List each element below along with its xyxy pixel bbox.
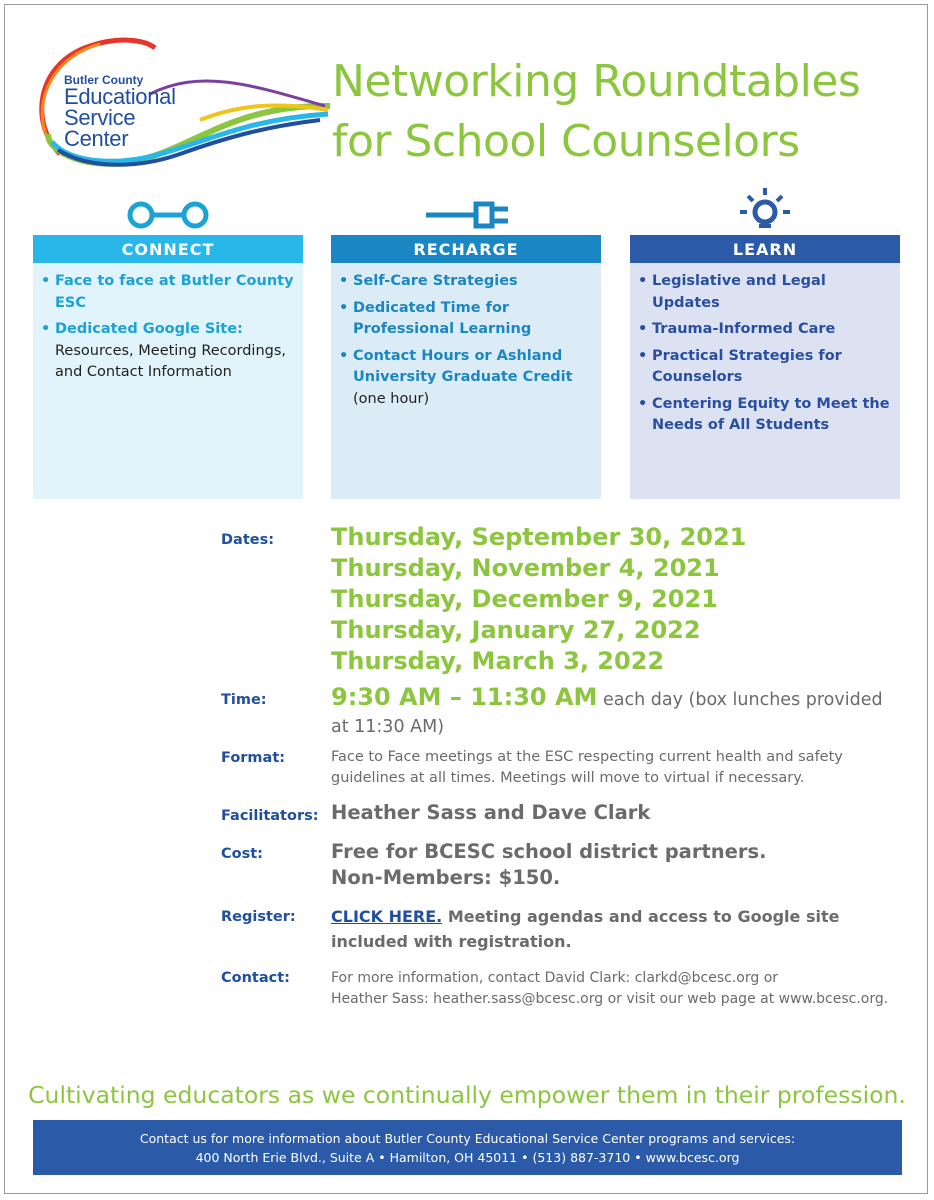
learn-heading: LEARN bbox=[630, 235, 900, 263]
register-label: Register: bbox=[221, 909, 296, 925]
list-item bbox=[339, 298, 593, 341]
contact-line-2: Heather Sass: heather.sass@bcesc.org or visit our web page at www.bcesc.org. bbox=[331, 991, 889, 1007]
learn-item-1: Legislative and Legal Updates bbox=[652, 273, 826, 311]
time-label: Time: bbox=[221, 692, 267, 708]
date-1: Thursday, September 30, 2021 bbox=[331, 523, 747, 551]
date-2: Thursday, November 4, 2021 bbox=[331, 554, 720, 582]
time-value bbox=[331, 684, 891, 741]
connect-heading: CONNECT bbox=[33, 235, 303, 263]
register-link[interactable]: CLICK HERE. bbox=[331, 907, 443, 926]
recharge-plug-icon bbox=[426, 200, 512, 230]
cost-label: Cost: bbox=[221, 846, 263, 862]
footer-line-1: Contact us for more information about Butler County Educational Service Center programs and services: bbox=[139, 1131, 796, 1146]
recharge-item-3-detail: (one hour) bbox=[353, 390, 430, 407]
footer-line-2: 400 North Erie Blvd., Suite A • Hamilton, OH 45011 • (513) 887-3710 • www.bcesc.org bbox=[195, 1150, 740, 1165]
learn-item-2: Trauma-Informed Care bbox=[652, 321, 836, 337]
facilitators-text: Heather Sass and Dave Clark bbox=[331, 801, 651, 824]
date-4: Thursday, January 27, 2022 bbox=[331, 616, 701, 644]
time-range: 9:30 AM – 11:30 AM bbox=[331, 683, 598, 711]
list-item bbox=[638, 394, 892, 437]
contact-line-1: For more information, contact David Clark: clarkd@bcesc.org or bbox=[331, 970, 779, 986]
list-item bbox=[41, 319, 295, 384]
bcesc-logo bbox=[30, 34, 330, 174]
cost-line-2: Non-Members: $150. bbox=[331, 866, 561, 889]
contact-text bbox=[331, 968, 916, 1010]
logo-line-1: Butler County bbox=[64, 73, 144, 87]
format-text: Face to Face meetings at the ESC respecting current health and safety guidelines at all times. Meetings will move to virtual if necessary. bbox=[331, 749, 843, 786]
register-text bbox=[331, 904, 906, 954]
title-line-2: for School Counselors bbox=[332, 116, 800, 167]
learn-item-3: Practical Strategies for Counselors bbox=[652, 347, 842, 385]
connect-body bbox=[33, 263, 303, 499]
recharge-item-3: Contact Hours or Ashland University Graduate Credit bbox=[353, 347, 573, 385]
footer-banner bbox=[33, 1120, 902, 1175]
recharge-item-1: Self-Care Strategies bbox=[353, 273, 518, 289]
time-note: each day (box lunches provided at 11:30 AM) bbox=[331, 690, 883, 737]
contact-label: Contact: bbox=[221, 970, 290, 986]
list-item bbox=[638, 346, 892, 389]
list-item bbox=[339, 271, 593, 293]
page-title bbox=[332, 52, 860, 172]
learn-lightbulb-icon bbox=[738, 186, 792, 232]
connect-item-2: Dedicated Google Site: bbox=[55, 321, 243, 337]
connect-item-2-detail: Resources, Meeting Recordings, and Contact Information bbox=[55, 342, 287, 380]
title-line-1: Networking Roundtables bbox=[332, 56, 861, 107]
dates-list bbox=[331, 522, 916, 677]
list-item bbox=[41, 271, 295, 314]
list-item bbox=[638, 271, 892, 314]
cost-line-1: Free for BCESC school district partners. bbox=[331, 840, 767, 863]
logo-text bbox=[64, 74, 176, 149]
recharge-heading: RECHARGE bbox=[331, 235, 601, 263]
logo-line-4: Center bbox=[64, 126, 129, 151]
learn-item-4: Centering Equity to Meet the Needs of All Students bbox=[652, 395, 890, 433]
dates-label: Dates: bbox=[221, 532, 275, 548]
list-item bbox=[339, 346, 593, 411]
date-5: Thursday, March 3, 2022 bbox=[331, 647, 665, 675]
logo-line-3: Service bbox=[64, 105, 136, 130]
connect-item-1: Face to face at Butler County ESC bbox=[55, 273, 294, 311]
recharge-body bbox=[331, 263, 601, 499]
date-3: Thursday, December 9, 2021 bbox=[331, 585, 718, 613]
facilitators-label: Facilitators: bbox=[221, 808, 319, 824]
tagline: Cultivating educators as we continually empower them in their profession. bbox=[28, 1081, 906, 1109]
format-label: Format: bbox=[221, 750, 286, 766]
logo-line-2: Educational bbox=[64, 84, 176, 109]
list-item bbox=[638, 319, 892, 341]
learn-body bbox=[630, 263, 900, 499]
recharge-item-2: Dedicated Time for Professional Learning bbox=[353, 299, 532, 337]
cost-text bbox=[331, 839, 916, 891]
register-note: Meeting agendas and access to Google site included with registration. bbox=[331, 907, 840, 951]
connect-link-icon bbox=[126, 200, 212, 230]
